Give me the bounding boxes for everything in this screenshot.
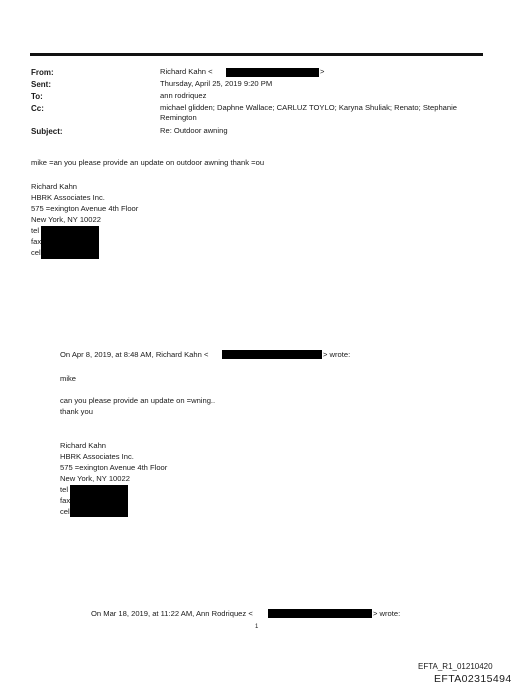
header-divider bbox=[30, 53, 483, 56]
quote1-line2: thank you bbox=[60, 407, 93, 416]
from-email-redaction bbox=[226, 68, 319, 77]
from-label: From: bbox=[31, 68, 54, 77]
signature-name: Richard Kahn bbox=[31, 182, 78, 191]
from-name: Richard Kahn < bbox=[160, 67, 213, 76]
to-label: To: bbox=[31, 92, 43, 101]
signature-phone-redaction bbox=[41, 226, 99, 259]
quote1-signature-name: Richard Kahn bbox=[60, 441, 107, 450]
cc-label: Cc: bbox=[31, 104, 44, 113]
quote1-line1: can you please provide an update on =wning.. bbox=[60, 396, 216, 405]
signature-tel: tel bbox=[31, 226, 40, 235]
bates-number-1: EFTA_R1_01210420 bbox=[418, 662, 493, 671]
quote1-signature-address2: New York, NY 10022 bbox=[60, 474, 130, 483]
to-value: ann rodriquez bbox=[160, 91, 207, 100]
signature-cel: cel bbox=[31, 248, 41, 257]
quote1-signature-cel: cel bbox=[60, 507, 70, 516]
signature-address1: 575 =exington Avenue 4th Floor bbox=[31, 204, 139, 213]
quote1-signature-fax: fax bbox=[60, 496, 71, 505]
quote1-email-redaction bbox=[222, 350, 322, 359]
signature-company: HBRK Associates Inc. bbox=[31, 193, 105, 202]
quote1-signature-address1: 575 =exington Avenue 4th Floor bbox=[60, 463, 168, 472]
quote1-signature-tel: tel bbox=[60, 485, 69, 494]
subject-label: Subject: bbox=[31, 127, 63, 136]
quote1-header-prefix: On Apr 8, 2019, at 8:48 AM, Richard Kahn < bbox=[60, 350, 209, 359]
bates-number-2: EFTA02315494 bbox=[434, 673, 512, 685]
quote2-header-suffix: > wrote: bbox=[373, 609, 401, 618]
subject-value: Re: Outdoor awning bbox=[160, 126, 228, 135]
quote1-signature-company: HBRK Associates Inc. bbox=[60, 452, 134, 461]
quote1-greeting: mike bbox=[60, 374, 77, 383]
from-value bbox=[160, 67, 213, 77]
signature-fax: fax bbox=[31, 237, 42, 246]
cc-value-line1: michael glidden; Daphne Wallace; CARLUZ TOYLO; Karyna Shuliak; Renato; Stephanie bbox=[160, 103, 458, 112]
from-email-close: > bbox=[320, 67, 325, 76]
page-number: 1 bbox=[255, 624, 259, 630]
quote2-email-redaction bbox=[268, 609, 372, 618]
cc-value-line2: Remington bbox=[160, 113, 197, 122]
quote2-header-prefix: On Mar 18, 2019, at 11:22 AM, Ann Rodriquez < bbox=[91, 609, 253, 618]
sent-label: Sent: bbox=[31, 80, 51, 89]
signature-address2: New York, NY 10022 bbox=[31, 215, 101, 224]
message-text: mike =an you please provide an update on outdoor awning thank =ou bbox=[31, 158, 265, 167]
quote1-signature-phone-redaction bbox=[70, 485, 128, 517]
sent-value: Thursday, April 25, 2019 9:20 PM bbox=[160, 79, 273, 88]
quote1-header-suffix: > wrote: bbox=[323, 350, 351, 359]
